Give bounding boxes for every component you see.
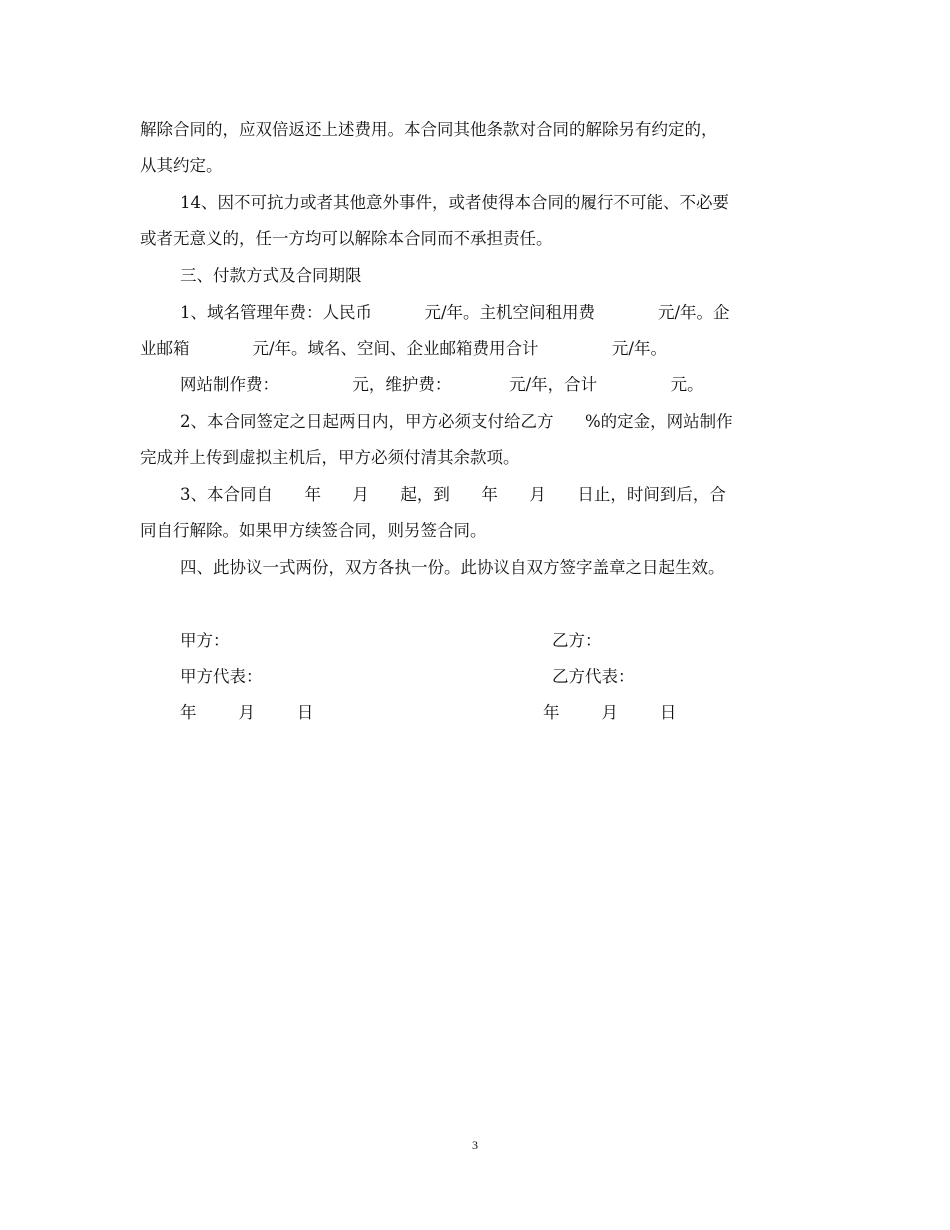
- page-number: 3: [472, 1138, 478, 1152]
- payment-item-2-line-2: 完成并上传到虚拟主机后，甲方必须付清其余款项。: [140, 448, 520, 467]
- clause-14-line-2: 或者无意义的，任一方均可以解除本合同而不承担责任。: [140, 229, 553, 248]
- payment-item-1-line-1: 1、域名管理年费：人民币 元/年。主机空间租用费 元/年。企: [180, 303, 730, 322]
- paragraph-13-continued-line-2: 从其约定。: [140, 156, 223, 175]
- term-item-3-line-2: 同自行解除。如果甲方续签合同，则另签合同。: [140, 521, 487, 540]
- term-item-3-line-1: 3、本合同自 年 月 起，到 年 月 日止，时间到后，合: [180, 485, 726, 504]
- party-a-date: 年 月 日: [180, 703, 314, 722]
- payment-item-1-line-2: 业邮箱 元/年。域名、空间、企业邮箱费用合计 元/年。: [140, 339, 667, 358]
- party-a-representative-label: 甲方代表：: [180, 667, 263, 686]
- paragraph-13-continued-line-1: 解除合同的，应双倍返还上述费用。本合同其他条款对合同的解除另有约定的，: [140, 120, 718, 139]
- payment-item-2-line-1: 2、本合同签定之日起两日内，甲方必须支付给乙方 %的定金，网站制作: [180, 412, 733, 431]
- party-b-label: 乙方：: [552, 631, 602, 650]
- party-a-label: 甲方：: [180, 631, 230, 650]
- party-b-representative-label: 乙方代表：: [552, 667, 635, 686]
- section-4-agreement: 四、此协议一式两份，双方各执一份。此协议自双方签字盖章之日起生效。: [180, 558, 725, 577]
- website-fee-line: 网站制作费： 元，维护费： 元/年，合计 元。: [180, 375, 704, 394]
- party-b-date: 年 月 日: [543, 703, 677, 722]
- clause-14-line-1: 14、因不可抗力或者其他意外事件，或者使得本合同的履行不可能、不必要: [180, 193, 729, 212]
- section-3-heading: 三、付款方式及合同期限: [180, 266, 362, 285]
